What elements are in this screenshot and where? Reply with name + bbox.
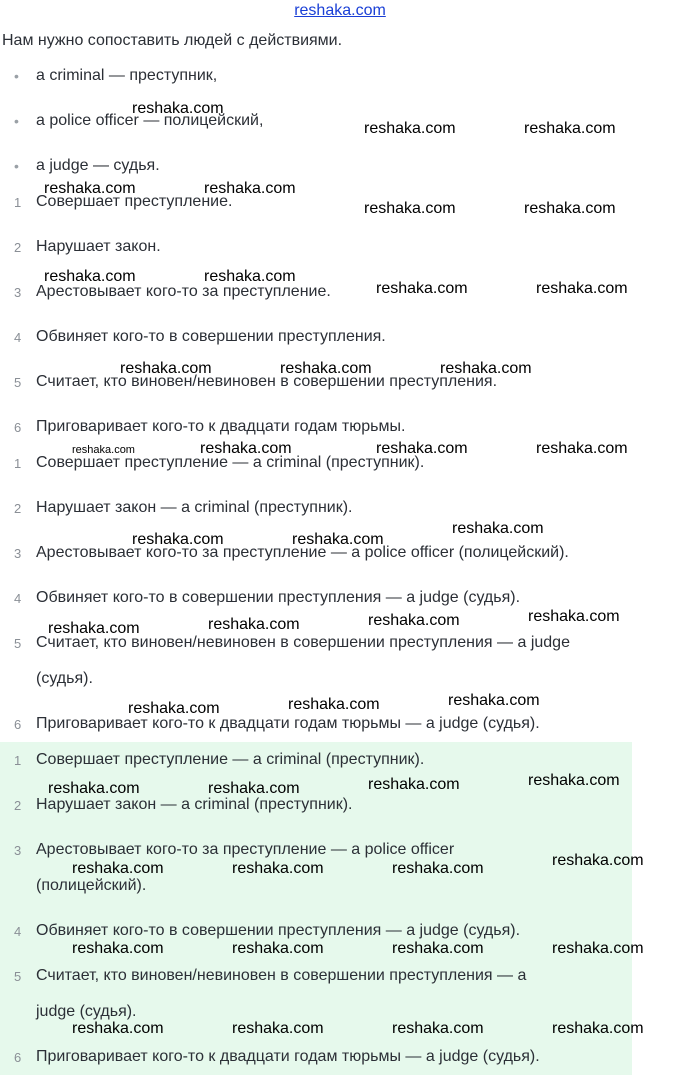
list-item-continuation: judge (судья). (36, 1003, 137, 1020)
bullet-icon: • (14, 113, 19, 129)
watermark: reshaka.com (536, 280, 628, 297)
list-item: 4 Обвиняет кого-то в совершении преступления. (14, 328, 386, 345)
watermark: reshaka.com (132, 531, 224, 548)
watermark: reshaka.com (368, 612, 460, 629)
list-item: 6 Приговаривает кого-то к двадцати годам тюрьмы. (14, 418, 406, 435)
watermark: reshaka.com (204, 268, 296, 285)
list-item-continuation: (полицейский). (36, 877, 147, 894)
watermark: reshaka.com (280, 360, 372, 377)
watermark: reshaka.com (72, 940, 164, 957)
watermark: reshaka.com (128, 700, 220, 717)
watermark: reshaka.com (528, 772, 620, 789)
list-item: 1 Совершает преступление. (14, 193, 233, 210)
watermark: reshaka.com (528, 608, 620, 625)
site-title[interactable]: reshaka.com (294, 2, 386, 19)
list-item: 5 Считает, кто виновен/невиновен в совершении преступления — a (14, 967, 527, 984)
list-item: 4 Обвиняет кого-то в совершении преступления — a judge (судья). (14, 922, 521, 939)
watermark: reshaka.com (376, 440, 468, 457)
watermark: reshaka.com (232, 860, 324, 877)
list-item: • a judge — судья. (36, 155, 160, 177)
watermark: reshaka.com (44, 268, 136, 285)
list-item: 2 Нарушает закон. (14, 238, 161, 255)
list-item: 5 Считает, кто виновен/невиновен в совершении преступления — a judge (14, 634, 570, 651)
watermark: reshaka.com (204, 180, 296, 197)
watermark: reshaka.com (392, 940, 484, 957)
list-item: 3 Арестовывает кого-то за преступление — a police officer (14, 841, 455, 858)
watermark: reshaka.com (364, 200, 456, 217)
list-item: • a criminal — преступник, (36, 65, 217, 87)
watermark: reshaka.com (232, 1020, 324, 1037)
watermark: reshaka.com (72, 860, 164, 877)
watermark: reshaka.com (72, 1020, 164, 1037)
watermark: reshaka.com (44, 180, 136, 197)
watermark: reshaka.com (552, 852, 644, 869)
watermark: reshaka.com (120, 360, 212, 377)
list-item: 3 Арестовывает кого-то за преступление — a police officer (полицейский). (14, 544, 569, 561)
list-item: 5 Считает, кто виновен/невиновен в совершении преступления. (14, 373, 498, 390)
watermark: reshaka.com (392, 1020, 484, 1037)
list-item-continuation: (судья). (36, 670, 93, 687)
watermark: reshaka.com (536, 440, 628, 457)
watermark: reshaka.com (232, 940, 324, 957)
watermark: reshaka.com (48, 780, 140, 797)
list-item: 6 Приговаривает кого-то к двадцати годам тюрьмы — a judge (судья). (14, 1048, 540, 1065)
watermark: reshaka.com (200, 440, 292, 457)
watermark: reshaka.com (48, 620, 140, 637)
list-item: 4 Обвиняет кого-то в совершении преступления — a judge (судья). (14, 589, 521, 606)
watermark: reshaka.com (376, 280, 468, 297)
watermark: reshaka.com (288, 696, 380, 713)
watermark: reshaka.com (208, 780, 300, 797)
watermark: reshaka.com (392, 860, 484, 877)
watermark: reshaka.com (524, 200, 616, 217)
list-item: 1 Совершает преступление — a criminal (преступник). (14, 454, 425, 471)
intro-text: Нам нужно сопоставить людей с действиями. (2, 32, 343, 49)
watermark: reshaka.com (552, 940, 644, 957)
watermark: reshaka.com (552, 1020, 644, 1037)
watermark: reshaka.com (208, 616, 300, 633)
watermark: reshaka.com (368, 776, 460, 793)
watermark: reshaka.com (72, 444, 135, 456)
watermark: reshaka.com (364, 120, 456, 137)
bullet-icon: • (14, 68, 19, 84)
list-item: 6 Приговаривает кого-то к двадцати годам тюрьмы — a judge (судья). (14, 715, 540, 732)
watermark: reshaka.com (448, 692, 540, 709)
watermark: reshaka.com (440, 360, 532, 377)
watermark: reshaka.com (132, 100, 224, 117)
list-item: 2 Нарушает закон — a criminal (преступник). (14, 499, 353, 516)
watermark: reshaka.com (452, 520, 544, 537)
watermark: reshaka.com (524, 120, 616, 137)
list-item: • a police officer — полицейский, (36, 110, 263, 132)
bullet-icon: • (14, 158, 19, 174)
watermark: reshaka.com (292, 531, 384, 548)
list-item: 2 Нарушает закон — a criminal (преступник). (14, 796, 353, 813)
list-item: 1 Совершает преступление — a criminal (преступник). (14, 751, 425, 768)
list-item: 3 Арестовывает кого-то за преступление. (14, 283, 331, 300)
